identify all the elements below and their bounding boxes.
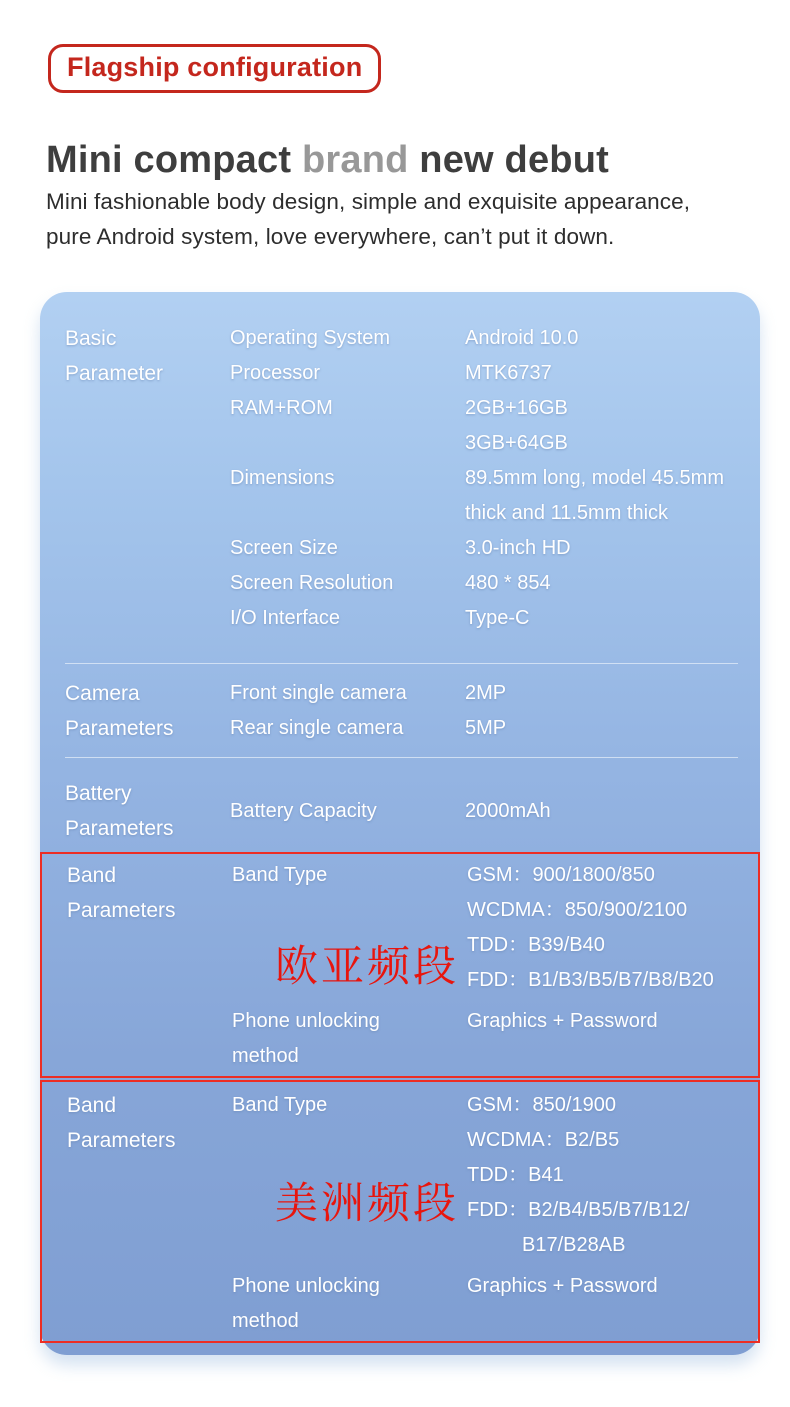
subtitle-line-1: Mini fashionable body design, simple and exquisite appearance, [46,189,691,214]
row-value [465,356,735,391]
row-label: Band Type [232,1094,328,1116]
value-line: Graphics + Password [467,1010,658,1032]
value-line: 5MP [465,717,507,739]
section-divider [65,663,738,664]
spec-row-unlock-method [232,1269,733,1339]
value-line: 480 * 854 [465,572,551,594]
value-line: 89.5mm long, model 45.5mm [465,467,725,489]
subtitle-line-2: pure Android system, love everywhere, can’t put it down. [46,224,615,249]
title-part-1: Mini compact [46,139,302,182]
value-line: 3GB+64GB [465,432,568,454]
row-value [465,711,735,746]
row-value [465,321,735,356]
category-line: Battery [65,782,132,805]
category-label [67,858,232,1074]
spec-row-dimensions [230,461,735,531]
row-label: Front single camera [230,682,407,704]
spec-row-processor [230,356,735,391]
row-value [465,566,735,601]
value-line: thick and 11.5mm thick [465,502,669,524]
spec-rows [230,776,735,846]
value-line: 2MP [465,682,507,704]
spec-row-screen-size [230,531,735,566]
title-faded-word: brand [301,139,409,182]
band-annotation-eurasia: 欧亚频段 [275,942,459,992]
category-line: Parameters [65,717,174,740]
spec-rows [230,321,735,636]
row-label: RAM+ROM [230,397,333,419]
value-line: MTK6737 [465,362,552,384]
value-line: WCDMA：B2/B5 [467,1129,620,1151]
spec-panel [40,292,760,1355]
value-line: GSM：850/1900 [467,1094,616,1116]
label-line: Phone unlocking [232,1010,380,1032]
spec-row-front-camera [230,676,735,711]
spec-row-io-interface [230,601,735,636]
label-line: method [232,1045,299,1067]
label-line: Phone unlocking [232,1275,380,1297]
spec-row-operating-system [230,321,735,356]
row-value [465,531,735,566]
value-line: FDD：B2/B4/B5/B7/B12/ [467,1199,690,1221]
label-line: method [232,1310,299,1332]
spec-row-unlock-method [232,1004,733,1074]
value-line: TDD：B39/B40 [467,934,605,956]
section-divider [65,757,738,758]
row-label: Screen Size [230,537,338,559]
value-line: FDD：B1/B3/B5/B7/B8/B20 [467,969,714,991]
subtitle [46,184,690,254]
row-value [465,601,735,636]
category-line: Band [67,1094,117,1117]
row-value [465,676,735,711]
category-label [65,676,230,746]
band-annotation-americas: 美洲频段 [275,1179,459,1229]
row-label: Battery Capacity [230,799,377,822]
value-line: 3.0-inch HD [465,537,571,559]
value-line: 2000mAh [465,799,551,822]
row-label: Processor [230,362,321,384]
value-line: 2GB+16GB [465,397,568,419]
category-line: Parameters [65,817,174,840]
category-line: Parameters [67,1129,176,1152]
category-label [65,321,230,636]
category-line: Parameter [65,362,164,385]
spec-row-ram-rom [230,391,735,461]
row-value [465,461,735,531]
row-value [465,391,735,461]
category-line: Basic [65,327,117,350]
category-label [65,776,230,846]
section-camera-parameters [40,676,760,746]
band-box-eurasia [40,852,760,1078]
row-value [467,1004,733,1074]
value-line: TDD：B41 [467,1164,564,1186]
row-label: Operating System [230,327,391,349]
row-label: Rear single camera [230,717,404,739]
page-title [46,139,609,182]
row-value [467,1269,733,1339]
section-battery-parameters [40,776,760,846]
value-line: Type-C [465,607,530,629]
flagship-configuration-badge: Flagship configuration [48,44,381,93]
category-line: Camera [65,682,140,705]
category-line: Parameters [67,899,176,922]
value-line: Graphics + Password [467,1275,658,1297]
category-label [67,1088,232,1339]
spec-rows [230,676,735,746]
value-line: GSM：900/1800/850 [467,864,655,886]
row-label: I/O Interface [230,607,341,629]
title-part-3: new debut [408,139,609,182]
spec-row-battery-capacity [230,794,735,829]
value-line: WCDMA：850/900/2100 [467,899,688,921]
row-label: Screen Resolution [230,572,394,594]
band-box-americas [40,1080,760,1343]
row-label: Dimensions [230,467,335,489]
category-line: Band [67,864,117,887]
row-value [467,858,733,998]
row-value [467,1088,733,1263]
value-line-continued: B17/B28AB [522,1234,626,1256]
spec-row-screen-resolution [230,566,735,601]
section-basic-parameter [40,321,760,636]
row-label: Band Type [232,864,328,886]
row-label [232,1004,467,1074]
value-line: Android 10.0 [465,327,579,349]
row-value [465,794,735,829]
row-label [232,1269,467,1339]
spec-row-rear-camera [230,711,735,746]
